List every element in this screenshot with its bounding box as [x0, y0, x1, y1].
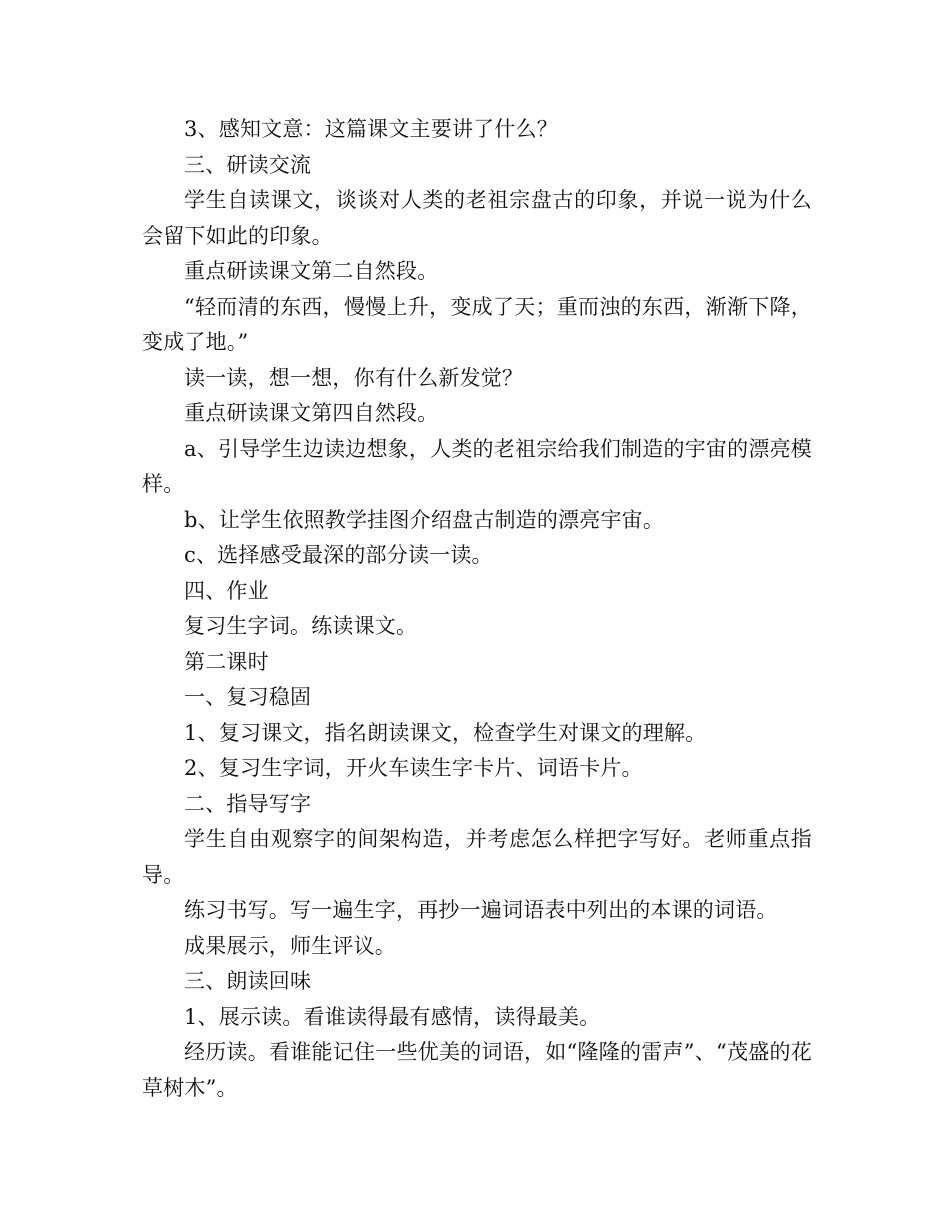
- quote-paragraph: “轻而清的东西，慢慢上升，变成了天；重而浊的东西，渐渐下降，变成了地。”: [142, 294, 812, 354]
- paragraph-8: a、引导学生边读边想象，人类的老祖宗给我们制造的宇宙的漂亮模样。: [142, 436, 812, 496]
- section-heading-reading: 三、朗读回味: [184, 969, 312, 993]
- section-heading-homework: 四、作业: [184, 578, 269, 603]
- paragraph-7: 重点研读课文第四自然段。: [184, 401, 439, 425]
- paragraph-6: 读一读，想一想，你有什么新发觉？: [184, 365, 524, 390]
- paragraph-12: 复习生字词。练读课文。: [184, 614, 418, 638]
- paragraph-3: 学生自读课文，谈谈对人类的老祖宗盘古的印象，并说一说为什么会留下如此的印象。: [142, 188, 812, 248]
- section-heading-research: 三、研读交流: [184, 152, 312, 177]
- paragraph-9: b、让学生依照教学挂图介绍盘古制造的漂亮宇宙。: [184, 507, 665, 532]
- paragraph-18: 学生自由观察字的间架构造，并考虑怎么样把字写好。老师重点指导。: [142, 827, 812, 887]
- paragraph-10: c、选择感受最深的部分读一读。: [184, 543, 493, 567]
- paragraph-19: 练习书写。写一遍生字，再抄一遍词语表中列出的本课的词语。: [184, 898, 778, 922]
- paragraph-22: 1、展示读。看谁读得最有感情，读得最美。: [184, 1004, 601, 1029]
- paragraph-15: 1、复习课文，指名朗读课文，检查学生对课文的理解。: [184, 720, 707, 745]
- section-heading-review: 一、复习稳固: [184, 685, 312, 709]
- paragraph-1: 3、感知文意：这篇课文主要讲了什么？: [184, 117, 558, 141]
- paragraph-23: 经历读。看谁能记住一些优美的词语，如“隆隆的雷声”、“茂盛的花草树木”。: [142, 1040, 812, 1100]
- paragraph-16: 2、复习生字词，开火车读生字卡片、词语卡片。: [184, 756, 643, 780]
- document-page: [142, 112, 812, 1106]
- section-heading-writing: 二、指导写字: [184, 791, 312, 816]
- paragraph-4: 重点研读课文第二自然段。: [184, 259, 439, 283]
- lesson-heading-second: 第二课时: [184, 649, 269, 674]
- paragraph-20: 成果展示，师生评议。: [184, 933, 396, 958]
